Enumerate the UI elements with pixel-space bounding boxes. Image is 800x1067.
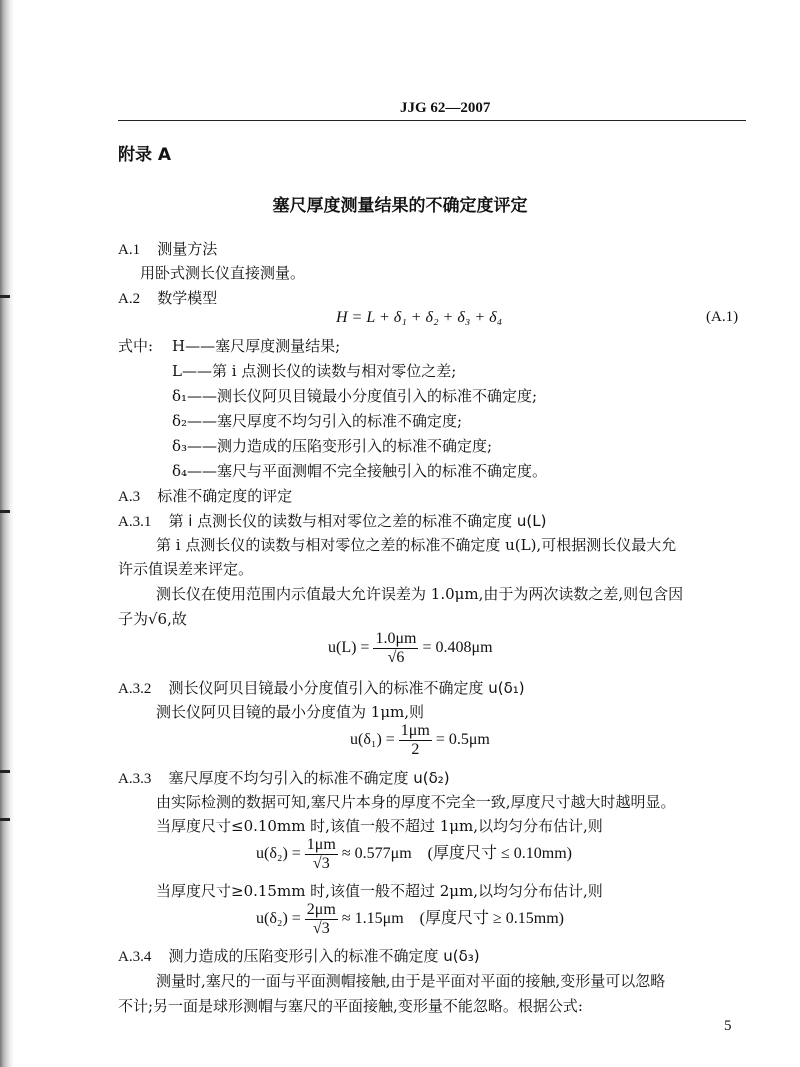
equation-rhs: ≈ 1.15μm (341, 910, 404, 928)
numerator: 2μm (306, 901, 336, 918)
paragraph-line: 不计;另一面是球形测帽与塞尺的平面接触,变形量不能忽略。根据公式: (118, 997, 583, 1015)
numerator: 1μm (306, 836, 336, 853)
section-title: 塞尺厚度不均匀引入的标准不确定度 u(δ₂) (168, 769, 450, 787)
symbol-item: δ₁——测长仪阿贝目镜最小分度值引入的标准不确定度; (172, 387, 538, 405)
paragraph-line: 测长仪在使用范围内示值最大允许误差为 1.0μm,由于为两次读数之差,则包含因 (156, 585, 684, 603)
symbol-item: δ₂——塞尺厚度不均匀引入的标准不确定度; (172, 412, 463, 430)
equation-lhs: u(L) = (328, 639, 370, 657)
symbol-item: δ₄——塞尺与平面测帽不完全接触引入的标准不确定度。 (172, 462, 548, 480)
equation-lhs: u(δ₂) = (256, 910, 301, 928)
paragraph-line: 由实际检测的数据可知,塞尺片本身的厚度不完全一致,厚度尺寸越大时越明显。 (156, 793, 676, 811)
denominator: √6 (387, 649, 405, 666)
paragraph-line: 当厚度尺寸≥0.15mm 时,该值一般不超过 2μm,以均匀分布估计,则 (156, 882, 603, 900)
section-title: 数学模型 (157, 289, 218, 307)
page-title: 塞尺厚度测量结果的不确定度评定 (272, 196, 528, 216)
scan-mark (0, 295, 10, 298)
equation-u-delta2-large (256, 901, 564, 938)
numerator: 1.0μm (375, 630, 417, 647)
section-title: 测力造成的压陷变形引入的标准不确定度 u(δ₃) (168, 947, 480, 965)
equation-u-l (328, 630, 493, 667)
paragraph-line: 子为√6,故 (118, 610, 187, 628)
section-number: A.3.3 (118, 771, 152, 787)
page-number: 5 (724, 1018, 732, 1034)
equation-u-delta1 (350, 722, 490, 759)
header-rule (118, 120, 746, 121)
section-title: 测长仪阿贝目镜最小分度值引入的标准不确定度 u(δ₁) (168, 679, 525, 697)
numerator: 1μm (400, 722, 430, 739)
symbol-item: δ₃——测力造成的压陷变形引入的标准不确定度; (172, 437, 493, 455)
section-a33-heading (118, 767, 450, 788)
fraction (305, 901, 338, 938)
section-a1-heading (118, 238, 217, 259)
fraction (399, 722, 432, 759)
symbol-item: L——第 i 点测长仪的读数与相对零位之差; (172, 362, 457, 380)
section-a32-heading (118, 677, 525, 698)
paragraph-line: 测长仪阿贝目镜的最小分度值为 1μm,则 (156, 703, 425, 721)
paragraph-line: 测量时,塞尺的一面与平面测帽接触,由于是平面对平面的接触,变形量可以忽略 (156, 972, 666, 990)
section-a34-heading (118, 945, 480, 966)
section-a1-text: 用卧式测长仪直接测量。 (140, 264, 306, 282)
equation-a1-label: (A.1) (706, 309, 739, 325)
section-title: 标准不确定度的评定 (157, 487, 293, 505)
symbols-prefix: 式中: (118, 337, 154, 355)
denominator: √3 (312, 855, 330, 872)
equation-rhs: ≈ 0.577μm (341, 845, 412, 863)
equation-u-delta2-small (256, 836, 572, 873)
scan-edge (0, 0, 14, 1067)
equation-rhs: = 0.408μm (422, 639, 493, 657)
paragraph-line: 许示值误差来评定。 (118, 560, 254, 578)
section-number: A.3.1 (118, 514, 152, 530)
section-number: A.3.4 (118, 949, 152, 965)
section-a3-heading (118, 485, 292, 506)
equation-lhs: u(δ₁) = (350, 731, 395, 749)
section-a2-heading (118, 287, 217, 308)
equation-lhs: u(δ₂) = (256, 845, 301, 863)
fraction (373, 630, 418, 667)
section-number: A.2 (118, 291, 141, 307)
fraction (305, 836, 338, 873)
equation-rhs: = 0.5μm (435, 731, 490, 749)
equation-note: (厚度尺寸 ≤ 0.10mm) (427, 845, 572, 863)
document-code: JJG 62—2007 (400, 100, 491, 116)
section-number: A.3.2 (118, 681, 152, 697)
scan-mark (0, 510, 10, 513)
equation-note: (厚度尺寸 ≥ 0.15mm) (419, 910, 564, 928)
denominator: √3 (312, 920, 330, 937)
section-number: A.1 (118, 242, 141, 258)
paragraph-line: 当厚度尺寸≤0.10mm 时,该值一般不超过 1μm,以均匀分布估计,则 (156, 817, 603, 835)
denominator: 2 (411, 741, 420, 758)
symbol-item: H——塞尺厚度测量结果; (172, 337, 341, 355)
scan-mark (0, 770, 10, 773)
appendix-label: 附录 A (118, 145, 172, 165)
scan-mark (0, 818, 10, 821)
section-title: 第 i 点测长仪的读数与相对零位之差的标准不确定度 u(L) (168, 512, 547, 530)
equation-a1: H = L + δ₁ + δ₂ + δ₃ + δ₄ (336, 309, 503, 326)
section-title: 测量方法 (157, 240, 218, 258)
section-a31-heading (118, 510, 546, 531)
paragraph-line: 第 i 点测长仪的读数与相对零位之差的标准不确定度 u(L),可根据测长仪最大允 (156, 536, 677, 554)
section-number: A.3 (118, 489, 141, 505)
